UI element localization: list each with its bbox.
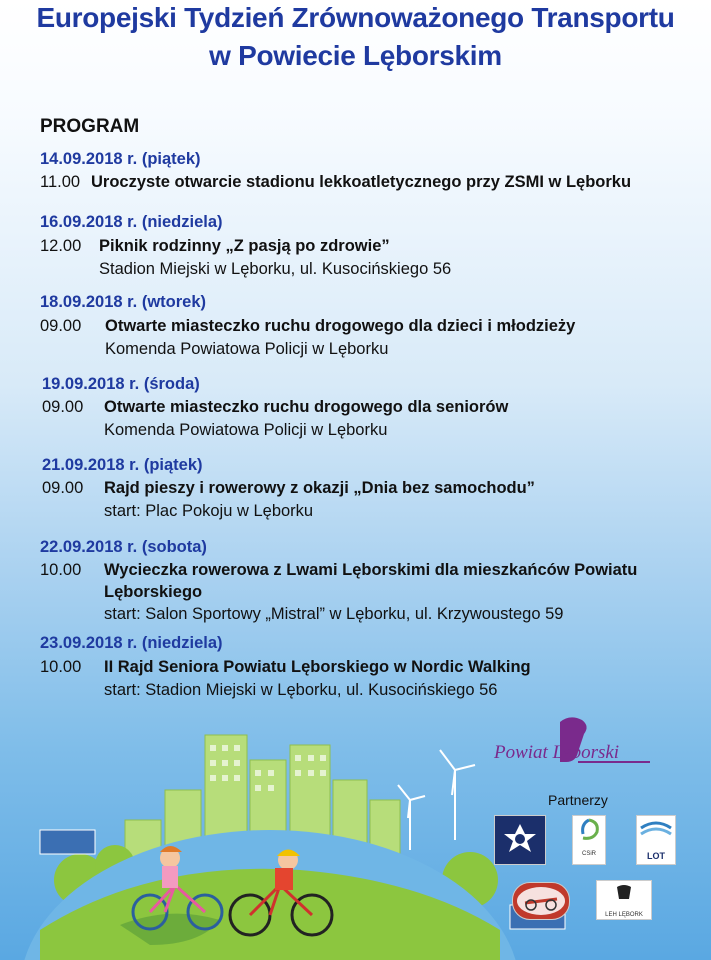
event-title-continued: Lęborskiego: [104, 583, 203, 601]
lot-logo-icon: [636, 815, 676, 865]
event-title: II Rajd Seniora Powiatu Lęborskiego w Nordic Walking: [104, 658, 531, 676]
event-date: 21.09.2018 r. (piątek): [42, 456, 203, 474]
event-place: Komenda Powiatowa Policji w Lęborku: [104, 421, 388, 439]
event-title: Wycieczka rowerowa z Lwami Lęborskimi dla mieszkańców Powiatu: [104, 561, 638, 579]
event-title: Otwarte miasteczko ruchu drogowego dla dzieci i młodzieży: [105, 317, 576, 335]
lot-logo-label: LOT: [647, 851, 665, 861]
event-place: start: Plac Pokoju w Lęborku: [104, 502, 314, 520]
page-title-line2: w Powiecie Lęborskim: [209, 40, 502, 71]
event-date: 16.09.2018 r. (niedziela): [40, 213, 223, 231]
powiat-logo-text: Powiat Lęborski: [494, 742, 620, 763]
event-time: 11.00: [40, 173, 81, 191]
event-title: Piknik rodzinny „Z pasją po zdrowie”: [99, 237, 390, 255]
event-time: 09.00: [40, 317, 82, 335]
event-time: 09.00: [42, 479, 84, 497]
page-title-line1: Europejski Tydzień Zrównoważonego Transportu: [36, 2, 675, 33]
csir-logo-icon: [572, 815, 606, 865]
event-title: Uroczyste otwarcie stadionu lekkoatletycznego przy ZSMI w Lęborku: [91, 173, 632, 191]
event-date: 19.09.2018 r. (środa): [42, 375, 200, 393]
csir-logo-label: CSiR: [581, 851, 596, 857]
event-title: Otwarte miasteczko ruchu drogowego dla seniorów: [104, 398, 509, 416]
event-time: 09.00: [42, 398, 84, 416]
program-heading: PROGRAM: [40, 116, 140, 137]
event-place: start: Stadion Miejski w Lęborku, ul. Kusocińskiego 56: [104, 681, 498, 699]
wind-turbines: [398, 750, 475, 850]
leh-lebork-logo-label: LEH LĘBORK: [605, 912, 643, 918]
partners-heading: Partnerzy: [548, 792, 608, 808]
event-date: 18.09.2018 r. (wtorek): [40, 293, 207, 311]
event-time: 10.00: [40, 658, 82, 676]
event-time: 10.00: [40, 561, 82, 579]
event-place: Stadion Miejski w Lęborku, ul. Kusocińskiego 56: [99, 260, 452, 278]
event-date: 23.09.2018 r. (niedziela): [40, 634, 223, 652]
event-date: 14.09.2018 r. (piątek): [40, 150, 201, 168]
leh-lebork-logo-icon: [596, 880, 652, 920]
event-date: 22.09.2018 r. (sobota): [40, 538, 207, 556]
cycling-club-logo-icon: [512, 882, 570, 920]
event-title: Rajd pieszy i rowerowy z okazji „Dnia bez samochodu”: [104, 479, 535, 497]
police-logo-icon: [494, 815, 546, 865]
event-time: 12.00: [40, 237, 82, 255]
event-place: Komenda Powiatowa Policji w Lęborku: [105, 340, 389, 358]
event-place: start: Salon Sportowy „Mistral” w Lęborku, ul. Krzywoustego 59: [104, 605, 564, 623]
